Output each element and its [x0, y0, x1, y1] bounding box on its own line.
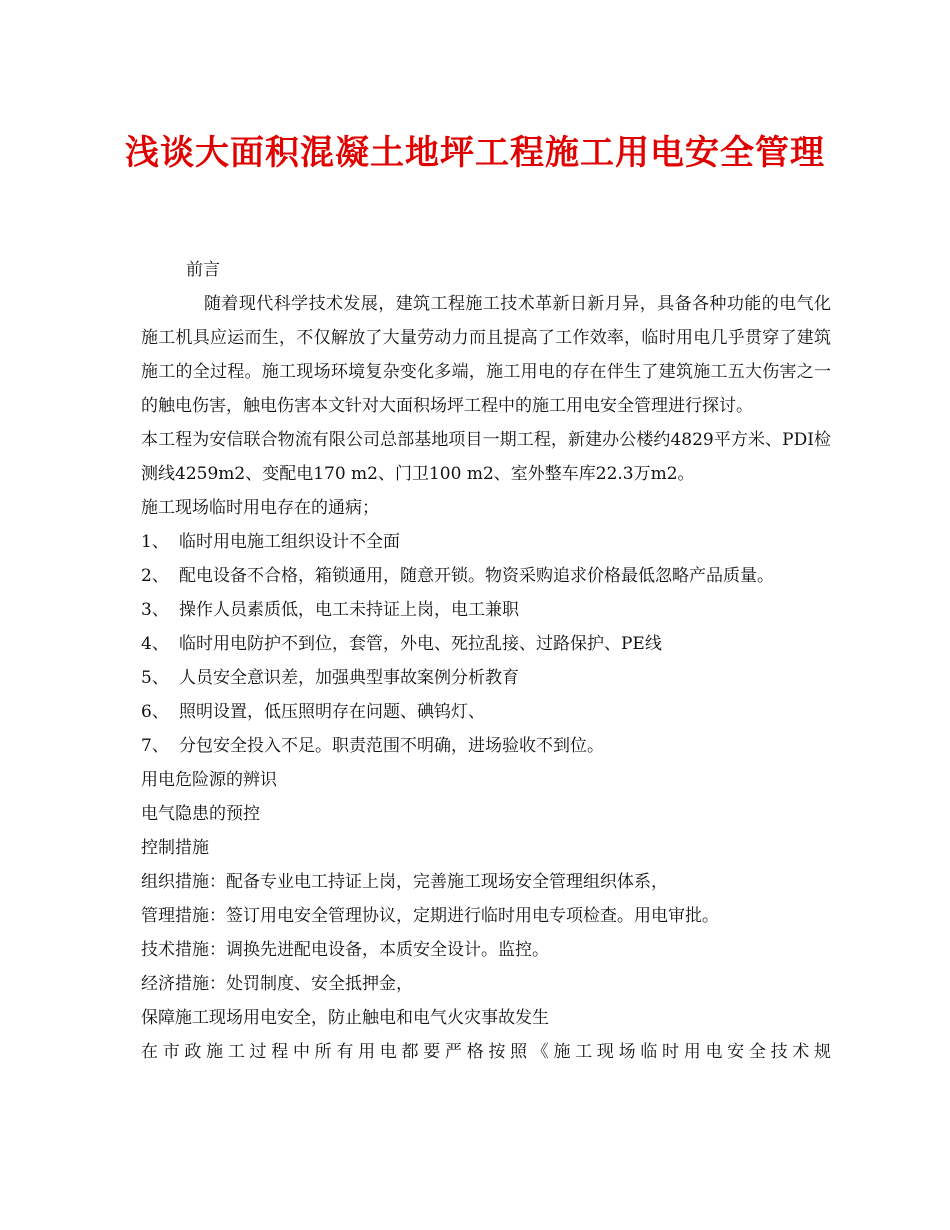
list-item-number: 4、 [141, 634, 169, 654]
measure-economic: 经济措施：处罚制度、安全抵押金， [141, 974, 413, 994]
list-item [141, 593, 831, 627]
list-item [141, 661, 831, 695]
list-item-text: 操作人员素质低，电工未持证上岗，电工兼职 [179, 600, 519, 620]
list-item-number: 5、 [141, 668, 169, 688]
measure-technical: 技术措施：调换先进配电设备，本质安全设计。监控。 [141, 940, 549, 960]
preface-paragraph: 随着现代科学技术发展，建筑工程施工技术革新日新月异，具备各种功能的电气化施工机具应运而生，不仅解放了大量劳动力而且提高了工作效率，临时用电几乎贯穿了建筑施工的全过程。施工现场环境复杂变化多端，施工用电的存在伴生了建筑施工五大伤害之一的触电伤害，触电伤害本文针对大面积场坪工程中的施工用电安全管理进行探讨。 [141, 294, 831, 416]
list-item-number: 2、 [141, 566, 169, 586]
problems-heading: 施工现场临时用电存在的通病； [141, 498, 379, 518]
list-item-number: 3、 [141, 600, 169, 620]
last-line: 在市政施工过程中所有用电都要严格按照《施工现场临时用电安全技术规 [141, 1042, 831, 1062]
list-item [141, 729, 831, 763]
list-item-number: 1、 [141, 532, 169, 552]
measure-organizational: 组织措施：配备专业电工持证上岗，完善施工现场安全管理组织体系， [141, 872, 668, 892]
document-title: 浅谈大面积混凝土地坪工程施工用电安全管理 [125, 133, 825, 173]
measure-management: 管理措施：签订用电安全管理协议，定期进行临时用电专项检查。用电审批。 [141, 906, 719, 926]
list-item-number: 7、 [141, 736, 169, 756]
safety-goal: 保障施工现场用电安全，防止触电和电气火灾事故发生 [141, 1008, 549, 1028]
list-item-text: 配电设备不合格，箱锁通用，随意开锁。物资采购追求价格最低忽略产品质量。 [179, 566, 774, 586]
list-item-number: 6、 [141, 702, 169, 722]
list-item-text: 分包安全投入不足。职责范围不明确，进场验收不到位。 [179, 736, 604, 756]
list-item [141, 559, 831, 593]
list-item [141, 695, 831, 729]
preface-heading: 前言 [186, 260, 220, 280]
list-item [141, 627, 831, 661]
hazard-heading: 用电危险源的辨识 [141, 770, 277, 790]
project-paragraph: 本工程为安信联合物流有限公司总部基地项目一期工程，新建办公楼约4829平方米、PDI检测线4259m2、变配电170 m2、门卫100 m2、室外整车库22.3万m2。 [141, 430, 831, 484]
list-item-text: 人员安全意识差，加强典型事故案例分析教育 [179, 668, 519, 688]
list-item-text: 照明设置，低压照明存在问题、碘钨灯、 [179, 702, 485, 722]
document-body [141, 253, 831, 1069]
prevention-heading: 电气隐患的预控 [141, 804, 260, 824]
control-heading: 控制措施 [141, 838, 209, 858]
list-item [141, 525, 831, 559]
list-item-text: 临时用电防护不到位，套管，外电、死拉乱接、过路保护、PE线 [179, 634, 662, 654]
list-item-text: 临时用电施工组织设计不全面 [179, 532, 400, 552]
